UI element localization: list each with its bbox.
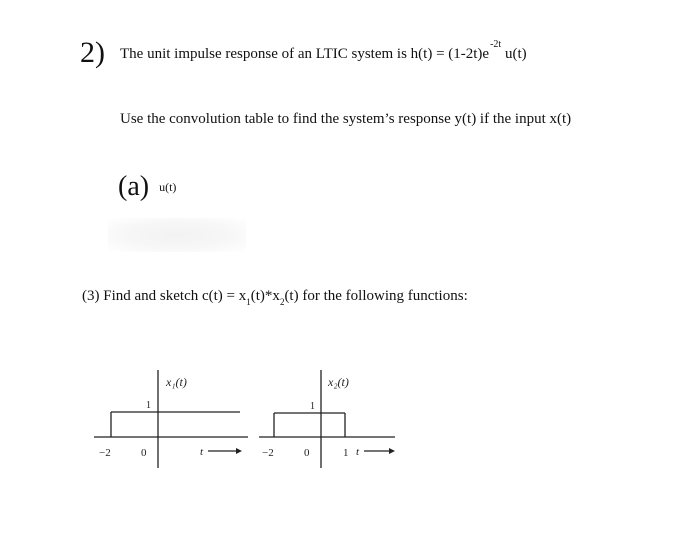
part-a-label: (a) (118, 171, 150, 202)
question-3-statement (82, 287, 468, 306)
x1-axis-t-label: t (200, 446, 204, 458)
question-3-text-start: (3) Find and sketch c(t) = x (82, 288, 247, 304)
question-2-impulse-text: The unit impulse response of an LTIC system is h(t) = (1-2t)e (120, 46, 490, 62)
x2-axis-arrow-head (389, 448, 395, 454)
graph-x1 (90, 360, 250, 470)
faint-smudge (108, 218, 246, 252)
question-2-instruction: Use the convolution table to find the system’s response y(t) if the input x(t) (120, 111, 572, 127)
question-3-text-end: (t) for the following functions: (284, 288, 468, 304)
question-2-exponent: -2t (490, 39, 502, 50)
x1-height-label: 1 (146, 400, 151, 411)
x2-function-label: x₂(t) (328, 375, 349, 389)
x1-tick-neg2: −2 (99, 447, 111, 459)
x2-tick-0: 0 (304, 447, 310, 459)
x1-axis-arrow-head (236, 448, 242, 454)
x2-height-label: 1 (310, 401, 315, 412)
question-2-part-a (118, 173, 176, 201)
x2-axis-t-label: t (356, 446, 360, 458)
question-3-subscript-1: 1 (246, 297, 251, 307)
graph-x2 (255, 360, 405, 470)
question-2-statement (120, 39, 527, 65)
question-2-step-text: u(t) (501, 46, 527, 62)
x2-tick-1: 1 (343, 447, 349, 459)
part-a-input: u(t) (159, 180, 177, 194)
x1-tick-0: 0 (141, 447, 147, 459)
x2-tick-neg2: −2 (262, 447, 274, 459)
question-3-text-mid: (t)*x (250, 288, 280, 304)
x1-function-label: x₁(t) (166, 375, 187, 389)
question-3-subscript-2: 2 (279, 297, 285, 307)
question-2-number: 2) (80, 36, 105, 69)
